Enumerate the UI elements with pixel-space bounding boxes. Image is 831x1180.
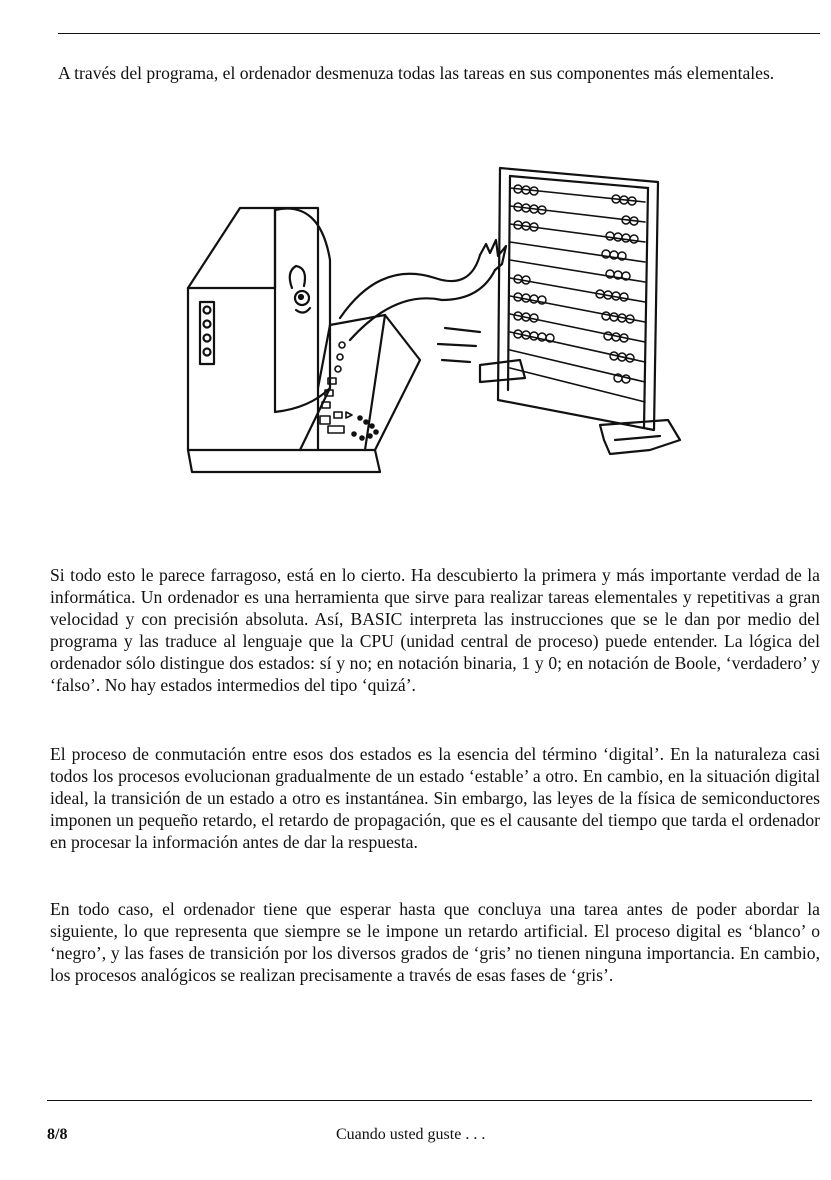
top-rule — [58, 33, 820, 34]
body-paragraph: Si todo esto le parece farragoso, está en lo cierto. Ha descubierto la primera y más importante verdad de la informática. Un ordenador es una herramienta que sirve para realizar tareas elementales y repetitivas a gran velocidad y con precisión absoluta. Así, BASIC interpreta las instrucciones que se le dan por medio del programa y las traduce al lenguaje que la CPU (unidad central de proceso) puede entender. La lógica del ordenador sólo distingue dos estados: sí y no; en notación binaria, 1 y 0; en notación de Boole, ‘verdadero’ y ‘falso’. No hay estados intermedios del tipo ‘quizá’. — [50, 565, 820, 695]
body-paragraph: El proceso de conmutación entre esos dos estados es la esencia del término ‘digital’. En la naturaleza casi todos los procesos evolucionan gradualmente de un estado ‘estable’ a otro. En cambio, en la situación digital ideal, la transición de un estado a otro es instantánea. Sin embargo, las leyes de la física de semiconductores imponen un pequeño retardo, el retardo de propagación, que es el causante del tiempo que tarda el ordenador en procesar la información antes de dar la respuesta. — [50, 744, 820, 852]
running-title: Cuando usted guste . . . — [336, 1126, 486, 1143]
page-number: 8/8 — [47, 1126, 68, 1143]
computer-abacus-illustration — [180, 150, 700, 495]
intro-paragraph: A través del programa, el ordenador desmenuza todas las tareas en sus componentes más elementales. — [58, 63, 775, 83]
body-paragraph: En todo caso, el ordenador tiene que esperar hasta que concluya una tarea antes de poder abordar la siguiente, lo que representa que siempre se le impone un retardo artificial. El proceso digital es ‘blanco’ o ‘negro’, y las fases de transición por los diversos grados de ‘gris’ no tienen ninguna importancia. En cambio, los procesos analógicos se realizan precisamente a través de esas fases de ‘gris’. — [50, 899, 820, 985]
bottom-rule — [47, 1100, 812, 1101]
